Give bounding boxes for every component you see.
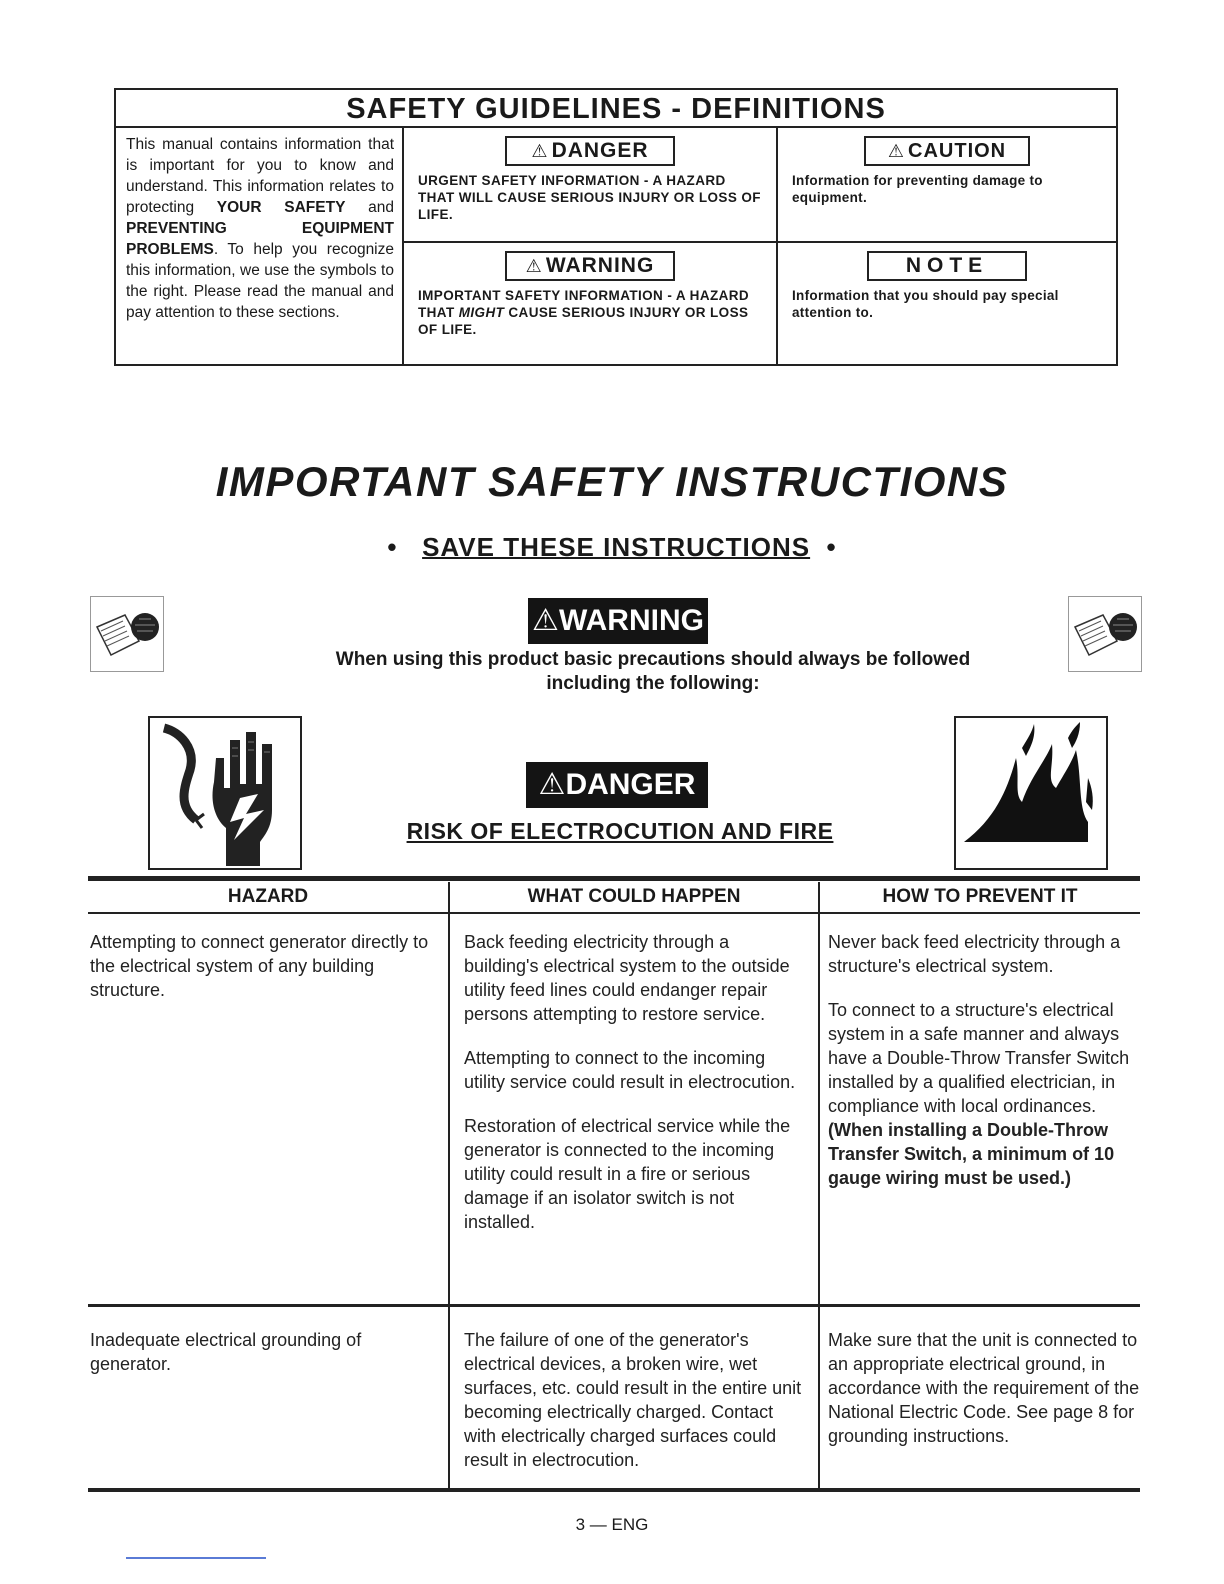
warning-triangle-icon: ⚠ (531, 141, 549, 161)
note-text: Information that you should pay special attention to. (792, 288, 1059, 320)
note-definition (778, 243, 1116, 364)
electric-shock-hand-icon (148, 716, 302, 870)
warning-triangle-icon: ⚠ (887, 141, 906, 161)
caution-definition (778, 128, 1116, 243)
danger-text: URGENT SAFETY INFORMATION - A HAZARD THAT WILL CAUSE SERIOUS INJURY OR LOSS OF LIFE. (418, 173, 761, 222)
what-could-happen-cell: Back feeding electricity through a building's electrical system to the outside utility feed lines could endanger repair persons attempting to restore service. Attempting to connect to the incoming utility service could result in electrocution. Restoration of electrical service while the generator is connected to the incoming utility could result in a fire or serious damage if an isolator switch is not installed. (464, 932, 796, 1232)
divider (126, 1557, 266, 1559)
warning-banner: ⚠WARNING (528, 598, 708, 644)
warning-definition (404, 243, 778, 364)
warning-triangle-icon: ⚠ (532, 604, 559, 637)
warning-triangle-icon: ⚠ (525, 256, 543, 276)
hazard-table (88, 876, 1140, 1488)
risk-heading: RISK OF ELECTROCUTION AND FIRE (406, 818, 834, 844)
table-row (88, 914, 1140, 1304)
header-what-could-happen: WHAT COULD HAPPEN (527, 886, 741, 907)
note-signal-word: NOTE (867, 251, 1027, 281)
header-hazard: HAZARD (227, 886, 309, 907)
warning-banner-text: When using this product basic precautions should always be followed including the following: (335, 649, 971, 694)
danger-definition (404, 128, 778, 243)
header-how-to-prevent: HOW TO PREVENT IT (882, 886, 1078, 907)
definitions-title: SAFETY GUIDELINES - DEFINITIONS (116, 90, 1116, 128)
read-manual-icon (1068, 596, 1142, 672)
save-instructions-heading: • SAVE THESE INSTRUCTIONS • (387, 532, 837, 562)
hazard-cell: Inadequate electrical grounding of generator. (90, 1330, 362, 1374)
what-could-happen-cell: The failure of one of the generator's electrical devices, a broken wire, wet surfaces, etc. could result in the entire unit becoming electrically charged. Contact with electrically charged surfaces could result in electrocution. (464, 1330, 802, 1470)
page-title: IMPORTANT SAFETY INSTRUCTIONS (215, 458, 1009, 505)
read-manual-icon (90, 596, 164, 672)
definitions-intro: This manual contains information that is important for you to know and understand. This information relates to protecting YOUR SAFETY and PREVENTING EQUIPMENT PROBLEMS. To help you recognize this information, we use the symbols to the right. Please read the manual and pay attention to these sections. (116, 128, 404, 364)
warning-triangle-icon: ⚠ (538, 768, 566, 801)
table-header (88, 882, 1140, 914)
caution-signal-word: ⚠ CAUTION (864, 136, 1030, 166)
table-row (88, 1304, 1140, 1488)
danger-signal-word: ⚠ DANGER (505, 136, 675, 166)
danger-banner: ⚠DANGER (526, 762, 708, 808)
hazard-cell: Attempting to connect generator directly to the electrical system of any building structure. (90, 932, 429, 1000)
how-to-prevent-cell: Make sure that the unit is connected to an appropriate electrical ground, in accordance with the requirement of the National Electric Code. See page 8 for grounding instructions. (828, 1330, 1140, 1446)
warning-signal-word: ⚠ WARNING (505, 251, 675, 281)
how-to-prevent-cell: Never back feed electricity through a structure's electrical system. To connect to a structure's electrical system in a safe manner and always have a Double-Throw Transfer Switch installed by a qualified electrician, in compliance with local ordinances. (When installing a Double-Throw Transfer Switch, a minimum of 10 gauge wiring must be used.) (828, 932, 1130, 1188)
fire-icon (954, 716, 1108, 870)
warning-text: IMPORTANT SAFETY INFORMATION - A HAZARD THAT MIGHT CAUSE SERIOUS INJURY OR LOSS OF LIFE. (418, 288, 750, 337)
safety-definitions-box (114, 88, 1118, 366)
caution-text: Information for preventing damage to equipment. (792, 173, 1043, 205)
page-number: 3 — ENG (575, 1515, 649, 1534)
